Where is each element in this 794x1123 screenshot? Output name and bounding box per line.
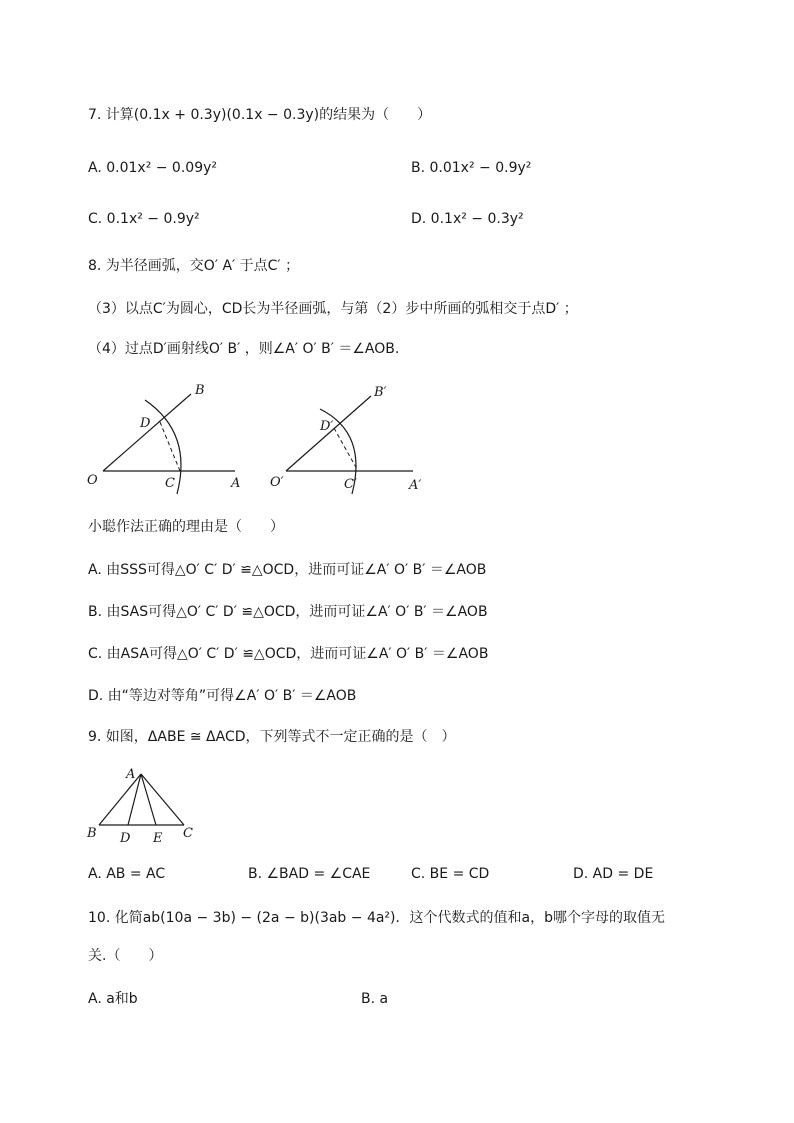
fig2-label-b: B′ <box>374 385 387 400</box>
fig3-label-c: C <box>183 826 193 841</box>
q8-option-c: C. 由ASA可得△O′ C′ D′ ≌△OCD，进而可证∠A′ O′ B′ ＝∠AOB <box>88 646 489 662</box>
fig2-label-d: D′ <box>320 419 334 434</box>
fig1-label-d: D <box>140 416 151 431</box>
q8-figure-constructed-angle <box>268 378 438 498</box>
q8-option-d: D. 由“等边对等角”可得∠A′ O′ B′ ＝∠AOB <box>88 688 357 704</box>
q9-option-d: D. AD = DE <box>573 866 654 882</box>
q10-line1: 10. 化简ab(10a − 3b) − (2a − b)(3ab − 4a²)．这个代数式的值和a，b哪个字母的取值无 <box>88 910 665 926</box>
q8-line3: （4）过点D′画射线O′ B′ ，则∠A′ O′ B′ ＝∠AOB. <box>88 341 400 357</box>
q8-figure-original-angle <box>85 378 255 498</box>
q7-option-b: B. 0.01x² − 0.9y² <box>411 160 532 176</box>
q9-figure-triangle <box>84 763 199 848</box>
q8-option-b: B. 由SAS可得△O′ C′ D′ ≌△OCD，进而可证∠A′ O′ B′ ＝∠AOB <box>88 604 488 620</box>
q7-stem: 7. 计算(0.1x + 0.3y)(0.1x − 0.3y)的结果为（ ） <box>88 107 432 123</box>
fig3-label-a: A <box>126 767 136 782</box>
fig1-label-o: O <box>87 473 98 488</box>
fig3-label-d: D <box>120 831 131 846</box>
q9-option-a: A. AB = AC <box>88 866 166 882</box>
fig1-label-b: B <box>195 383 205 398</box>
fig3-label-e: E <box>153 831 163 846</box>
q8-line2: （3）以点C′为圆心，CD长为半径画弧，与第（2）步中所画的弧相交于点D′ ； <box>88 301 578 317</box>
q9-option-c: C. BE = CD <box>411 866 490 882</box>
q10-line2: 关.（ ） <box>88 948 163 964</box>
q8-line1: 8. 为半径画弧，交O′ A′ 于点C′ ； <box>88 258 300 274</box>
fig1-label-c: C <box>165 476 175 491</box>
q8-question: 小聪作法正确的理由是（ ） <box>88 519 284 535</box>
q7-option-a: A. 0.01x² − 0.09y² <box>88 160 218 176</box>
q10-option-a: A. a和b <box>88 991 138 1007</box>
q9-stem: 9. 如图，ΔABE ≅ ΔACD，下列等式不一定正确的是（ ） <box>88 729 456 745</box>
fig2-label-c: C′ <box>344 477 357 492</box>
fig1-label-a: A <box>231 476 241 491</box>
q7-option-d: D. 0.1x² − 0.3y² <box>411 211 524 227</box>
fig3-label-b: B <box>87 826 97 841</box>
fig2-label-a: A′ <box>409 478 422 493</box>
q9-option-b: B. ∠BAD = ∠CAE <box>248 866 371 882</box>
q7-option-c: C. 0.1x² − 0.9y² <box>88 211 200 227</box>
q8-option-a: A. 由SSS可得△O′ C′ D′ ≌△OCD，进而可证∠A′ O′ B′ ＝∠AOB <box>88 562 487 578</box>
fig2-label-o: O′ <box>270 475 284 490</box>
q10-option-b: B. a <box>361 991 389 1007</box>
